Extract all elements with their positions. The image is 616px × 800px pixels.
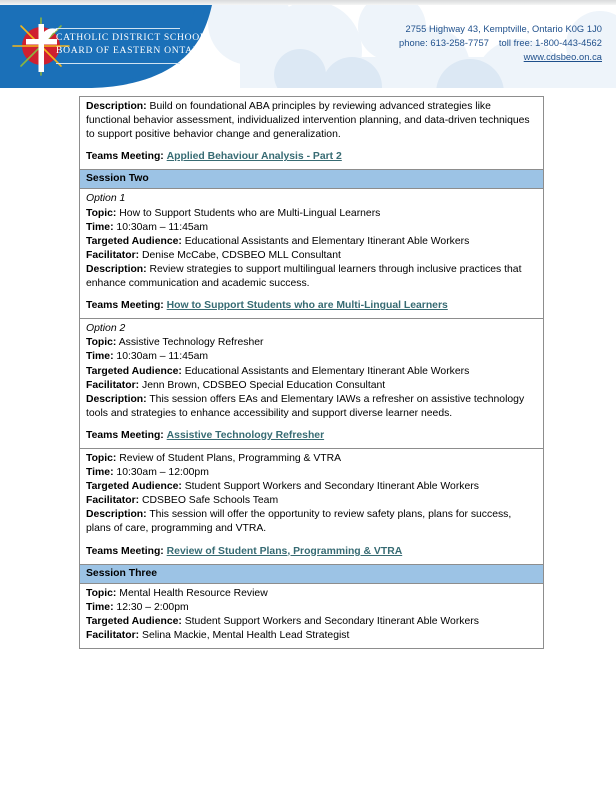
description-text: Review strategies to support multilingual learners through inclusive practices that enhance communication and academic success. bbox=[86, 263, 522, 290]
table-row bbox=[80, 319, 543, 449]
audience-text: Educational Assistants and Elementary Itinerant Able Workers bbox=[184, 365, 470, 377]
logo-rule-bottom bbox=[56, 63, 180, 64]
time-text: 10:30am – 12:00pm bbox=[116, 467, 209, 479]
table-row bbox=[80, 189, 543, 319]
logo-wordmark-line1: CATHOLIC DISTRICT SCHOOL bbox=[56, 32, 207, 43]
facilitator-label: Facilitator: bbox=[86, 249, 140, 261]
teams-meeting-line bbox=[86, 299, 537, 313]
audience-text: Student Support Workers and Secondary Itinerant Able Workers bbox=[184, 615, 479, 627]
time-text: 10:30am – 11:45am bbox=[116, 221, 209, 233]
teams-meeting-link[interactable]: Applied Behaviour Analysis - Part 2 bbox=[166, 151, 342, 163]
facilitator-text: CDSBEO Safe Schools Team bbox=[142, 495, 279, 507]
sessions-table bbox=[79, 96, 544, 649]
description-label: Description: bbox=[86, 101, 147, 112]
document-page bbox=[0, 88, 616, 800]
session-header: Session Two bbox=[80, 170, 543, 189]
facilitator-line bbox=[86, 629, 537, 643]
facilitator-text: Denise McCabe, CDSBEO MLL Consultant bbox=[142, 249, 341, 261]
audience-label: Targeted Audience: bbox=[86, 481, 182, 493]
description-text: This session will offer the opportunity to review safety plans, plans for success, plans of care, programming and VTRA. bbox=[86, 509, 512, 535]
time-line bbox=[86, 466, 537, 480]
audience-line bbox=[86, 365, 537, 379]
description-label: Description: bbox=[86, 263, 147, 275]
facilitator-line bbox=[86, 249, 537, 263]
description-line bbox=[86, 393, 537, 421]
spacer bbox=[86, 421, 537, 429]
audience-line bbox=[86, 235, 537, 249]
teams-meeting-link[interactable]: Assistive Technology Refresher bbox=[166, 429, 325, 441]
letterhead-website-line bbox=[399, 50, 602, 64]
topic-text: Assistive Technology Refresher bbox=[118, 337, 264, 349]
time-label: Time: bbox=[86, 221, 114, 233]
facilitator-line bbox=[86, 494, 537, 508]
topic-text: Review of Student Plans, Programming & VTRA bbox=[119, 452, 342, 464]
description-label: Description: bbox=[86, 509, 147, 521]
description-line bbox=[86, 100, 537, 142]
option-label: Option 1 bbox=[86, 193, 126, 205]
facilitator-label: Facilitator: bbox=[86, 630, 140, 641]
topic-line bbox=[86, 587, 537, 601]
teams-meeting-label: Teams Meeting: bbox=[86, 151, 164, 163]
audience-line bbox=[86, 480, 537, 494]
description-text: This session offers EAs and Elementary IAWs a refresher on assistive technology tools and strategies to enhance accessibility and support diverse learner needs. bbox=[86, 393, 525, 419]
teams-meeting-line bbox=[86, 545, 537, 559]
letterhead-banner bbox=[0, 5, 616, 88]
table-row bbox=[80, 449, 543, 565]
topic-line bbox=[86, 452, 537, 466]
letterhead-contact-block bbox=[399, 22, 602, 65]
description-label: Description: bbox=[86, 393, 147, 405]
topic-label: Topic: bbox=[86, 207, 117, 219]
time-text: 12:30 – 2:00pm bbox=[116, 601, 189, 613]
time-label: Time: bbox=[86, 351, 114, 363]
teams-meeting-link[interactable]: How to Support Students who are Multi-Lingual Learners bbox=[166, 300, 448, 312]
spacer bbox=[86, 142, 537, 150]
time-line bbox=[86, 350, 537, 364]
description-line bbox=[86, 508, 537, 536]
topic-label: Topic: bbox=[86, 452, 117, 464]
spacer bbox=[86, 291, 537, 299]
audience-label: Targeted Audience: bbox=[86, 615, 182, 627]
facilitator-text: Jenn Brown, CDSBEO Special Education Consultant bbox=[142, 379, 386, 391]
option-label: Option 2 bbox=[86, 323, 126, 335]
topic-line bbox=[86, 207, 537, 221]
logo-wordmark bbox=[56, 32, 211, 57]
topic-text: Mental Health Resource Review bbox=[119, 587, 268, 599]
letterhead-phone-line bbox=[399, 36, 602, 50]
letterhead-tollfree: toll free: 1-800-443-4562 bbox=[498, 38, 602, 49]
time-line bbox=[86, 601, 537, 615]
description-line bbox=[86, 263, 537, 291]
letterhead-address: 2755 Highway 43, Kemptville, Ontario K0G 1J0 bbox=[405, 24, 602, 34]
table-row bbox=[80, 584, 543, 648]
session-header: Session Three bbox=[80, 565, 543, 584]
teams-meeting-label: Teams Meeting: bbox=[86, 429, 164, 441]
topic-line bbox=[86, 336, 537, 350]
time-text: 10:30am – 11:45am bbox=[116, 351, 209, 363]
time-line bbox=[86, 221, 537, 235]
teams-meeting-link[interactable]: Review of Student Plans, Programming & VTRA bbox=[166, 545, 403, 557]
facilitator-label: Facilitator: bbox=[86, 379, 140, 391]
description-text: Build on foundational ABA principles by reviewing advanced strategies like functional behavior assessment, individualized intervention planning, and data-driven techniques to support positive behavior change and generalization. bbox=[86, 101, 530, 141]
audience-label: Targeted Audience: bbox=[86, 365, 182, 377]
teams-meeting-line bbox=[86, 150, 537, 164]
spacer bbox=[86, 537, 537, 545]
audience-label: Targeted Audience: bbox=[86, 235, 182, 247]
table-row bbox=[80, 97, 543, 170]
audience-line bbox=[86, 615, 537, 629]
topic-text: How to Support Students who are Multi-Lingual Learners bbox=[119, 207, 381, 219]
facilitator-text: Selina Mackie, Mental Health Lead Strategist bbox=[142, 630, 350, 641]
letterhead-website-link[interactable]: www.cdsbeo.on.ca bbox=[523, 52, 602, 63]
time-label: Time: bbox=[86, 467, 114, 479]
topic-label: Topic: bbox=[86, 587, 117, 599]
facilitator-label: Facilitator: bbox=[86, 495, 140, 507]
time-label: Time: bbox=[86, 601, 114, 613]
teams-meeting-label: Teams Meeting: bbox=[86, 545, 164, 557]
facilitator-line bbox=[86, 379, 537, 393]
topic-label: Topic: bbox=[86, 337, 117, 349]
teams-meeting-label: Teams Meeting: bbox=[86, 300, 164, 312]
teams-meeting-line bbox=[86, 429, 537, 443]
logo-rule-top bbox=[56, 28, 180, 29]
audience-text: Student Support Workers and Secondary Itinerant Able Workers bbox=[184, 481, 479, 493]
letterhead-phone: phone: 613-258-7757 bbox=[399, 38, 489, 49]
logo-wordmark-line2: BOARD OF EASTERN ONTARIO bbox=[56, 44, 212, 56]
audience-text: Educational Assistants and Elementary Itinerant Able Workers bbox=[184, 235, 470, 247]
